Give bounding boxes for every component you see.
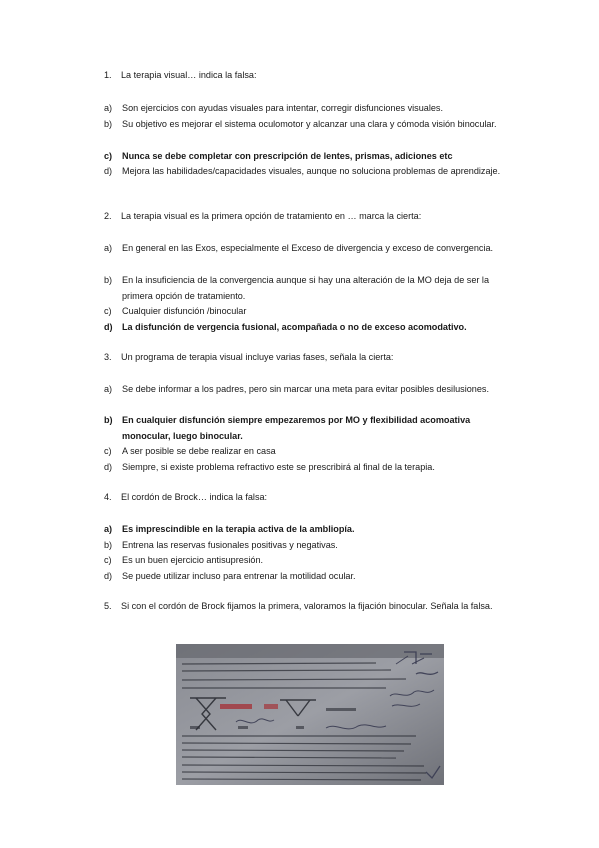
option-4d	[104, 569, 504, 585]
option-4c	[104, 553, 504, 569]
option-text: La disfunción de vergencia fusional, acompañada o no de exceso acomodativo.	[122, 322, 467, 332]
option-text: Siempre, si existe problema refractivo este se prescribirá al final de la terapia.	[122, 462, 435, 472]
option-letter: c)	[104, 555, 112, 565]
question-number: 4.	[104, 492, 112, 502]
question-text: La terapia visual es la primera opción de tratamiento en … marca la cierta:	[121, 211, 422, 221]
option-text: Entrena las reservas fusionales positivas y negativas.	[122, 540, 338, 550]
option-letter: c)	[104, 446, 112, 456]
option-1d	[104, 164, 504, 180]
option-text: En cualquier disfunción siempre empezaremos por MO y flexibilidad acomoativa monocular, luego binocular.	[122, 415, 471, 441]
option-text: Es imprescindible en la terapia activa de la ambliopía.	[122, 524, 355, 534]
exam-photo	[176, 644, 444, 785]
question-3	[104, 350, 504, 366]
option-1a	[104, 101, 504, 117]
question-number: 5.	[104, 601, 112, 611]
option-1c	[104, 149, 504, 165]
option-text: En la insuficiencia de la convergencia aunque si hay una alteración de la MO deja de ser la primera opción de tratamiento.	[122, 275, 490, 301]
question-text: El cordón de Brock… indica la falsa:	[121, 492, 268, 502]
question-2	[104, 209, 504, 225]
option-letter: b)	[104, 119, 113, 129]
option-letter: a)	[104, 524, 113, 534]
question-number: 2.	[104, 211, 112, 221]
option-letter: a)	[104, 243, 113, 253]
option-2b	[104, 273, 504, 304]
option-2c	[104, 304, 504, 320]
option-4a	[104, 522, 504, 538]
option-3d	[104, 460, 504, 476]
option-text: Mejora las habilidades/capacidades visuales, aunque no soluciona problemas de aprendizaje.	[122, 166, 501, 176]
option-1b	[104, 117, 504, 133]
question-4	[104, 490, 504, 506]
option-3c	[104, 444, 504, 460]
option-letter: d)	[104, 462, 113, 472]
option-3b	[104, 413, 504, 444]
question-text: Un programa de terapia visual incluye varias fases, señala la cierta:	[121, 352, 394, 362]
option-letter: b)	[104, 275, 113, 285]
option-2d	[104, 320, 504, 336]
question-number: 3.	[104, 352, 112, 362]
question-number: 1.	[104, 70, 112, 80]
option-text: Su objetivo es mejorar el sistema oculomotor y alcanzar una clara y cómoda visión binocular.	[122, 119, 497, 129]
option-letter: a)	[104, 103, 113, 113]
question-text: La terapia visual… indica la falsa:	[121, 70, 257, 80]
question-5	[104, 599, 504, 615]
option-letter: d)	[104, 322, 113, 332]
option-letter: b)	[104, 415, 113, 425]
question-text: Si con el cordón de Brock fijamos la primera, valoramos la fijación binocular. Señala la falsa.	[121, 601, 493, 611]
option-text: Se debe informar a los padres, pero sin marcar una meta para evitar posibles desilusiones.	[122, 384, 489, 394]
option-letter: c)	[104, 306, 112, 316]
option-letter: b)	[104, 540, 113, 550]
option-letter: a)	[104, 384, 113, 394]
question-1	[104, 68, 504, 84]
option-text: En general en las Exos, especialmente el Exceso de divergencia y exceso de convergencia.	[122, 243, 494, 253]
option-text: Nunca se debe completar con prescripción de lentes, prismas, adiciones etc	[122, 151, 453, 161]
option-3a	[104, 382, 504, 398]
option-letter: c)	[104, 151, 113, 161]
option-2a	[104, 241, 504, 257]
option-letter: d)	[104, 571, 113, 581]
option-text: Se puede utilizar incluso para entrenar la motilidad ocular.	[122, 571, 356, 581]
option-text: Cualquier disfunción /binocular	[122, 306, 247, 316]
option-text: Es un buen ejercicio antisupresión.	[122, 555, 264, 565]
option-text: A ser posible se debe realizar en casa	[122, 446, 276, 456]
option-4b	[104, 538, 504, 554]
option-text: Son ejercicios con ayudas visuales para intentar, corregir disfunciones visuales.	[122, 103, 443, 113]
exam-photo-image	[176, 644, 444, 785]
option-letter: d)	[104, 166, 113, 176]
